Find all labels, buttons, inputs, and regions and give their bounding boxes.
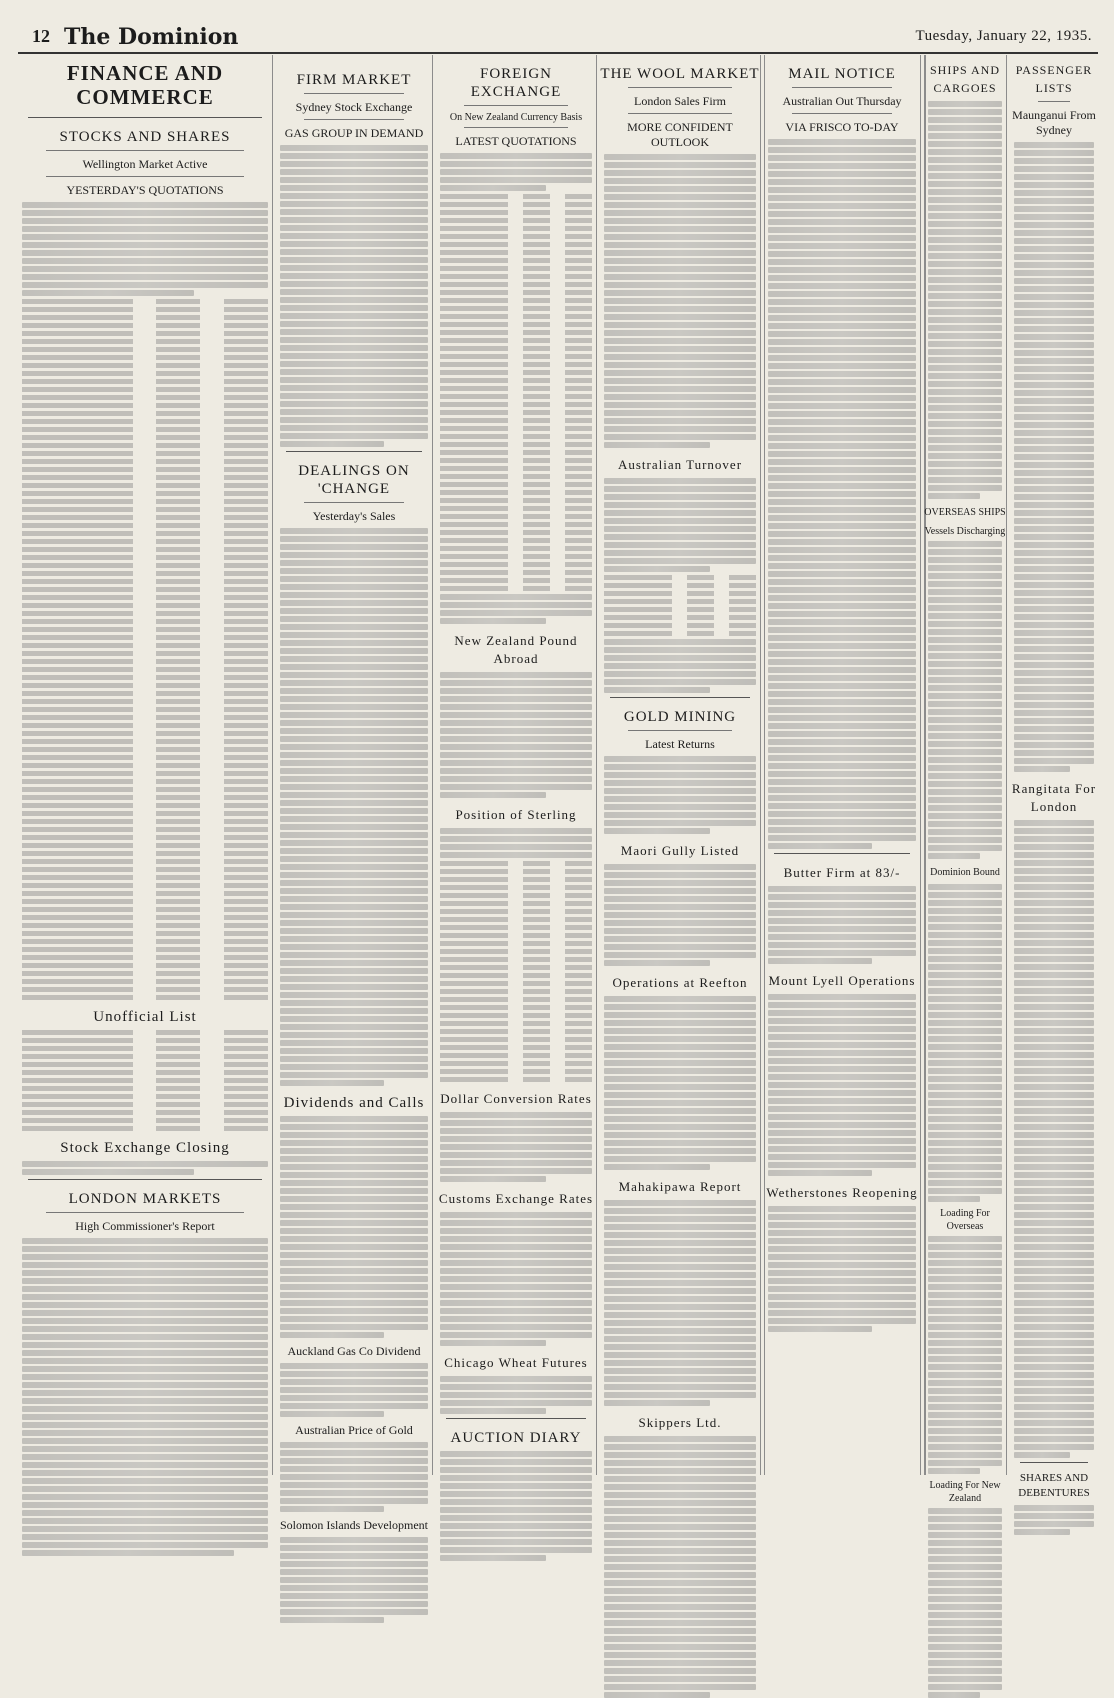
article-text	[600, 154, 760, 448]
shipping-column	[760, 55, 761, 1475]
heading-shares-debentures: SHARES AND DEBENTURES	[1018, 1472, 1090, 1499]
column-firm-market	[276, 55, 433, 1532]
heading-london-markets: LONDON MARKETS	[68, 1191, 222, 1207]
heading-chicago: Chicago Wheat Futures	[444, 1355, 588, 1370]
heading-sterling: Position of Sterling	[455, 807, 577, 822]
heading-australian-gold: Australian Price of Gold	[295, 1423, 413, 1437]
heading-via-frisco: VIA FRISCO TO-DAY	[785, 120, 899, 134]
column-ships-cargoes-rendered	[924, 55, 1007, 1504]
column-ships-render	[764, 55, 765, 1475]
heading-foreign-exchange: FOREIGN EXCHANGE	[470, 66, 562, 100]
heading-high-commissioner: High Commissioner's Report	[75, 1219, 215, 1233]
paper-title: The Dominion	[64, 24, 239, 50]
unofficial-table	[18, 1029, 272, 1132]
heading-nz-currency: On New Zealand Currency Basis	[449, 112, 583, 123]
article-text	[924, 1508, 1006, 1698]
heading-mahakipawa: Mahakipawa Report	[618, 1179, 742, 1194]
article-text	[924, 1236, 1006, 1474]
heading-australian-out: Australian Out Thursday	[782, 94, 902, 108]
heading-wool-market: THE WOOL MARKET	[600, 66, 760, 82]
page-number: 12	[32, 26, 50, 46]
heading-gas-group: GAS GROUP IN DEMAND	[284, 126, 424, 140]
heading-dominion-bound: Dominion Bound	[930, 867, 1000, 878]
heading-australian-turnover: Australian Turnover	[617, 457, 743, 472]
heading-gold-mining: GOLD MINING	[623, 709, 737, 725]
turnover-table	[600, 574, 760, 637]
heading-maori-gully: Maori Gully Listed	[620, 843, 740, 858]
heading-exchange-closing: Stock Exchange Closing	[60, 1140, 230, 1156]
article-text	[924, 541, 1006, 859]
heading-dividends: Dividends and Calls	[283, 1095, 425, 1111]
heading-customs: Customs Exchange Rates	[438, 1191, 594, 1206]
heading-wetherstones: Wetherstones Reopening	[766, 1185, 918, 1200]
article-text	[276, 1116, 432, 1338]
sterling-table	[436, 860, 596, 1083]
heading-nz-pound: New Zealand Pound Abroad	[454, 633, 578, 666]
masthead	[18, 20, 1098, 50]
article-text	[924, 884, 1006, 1202]
heading-dealings: DEALINGS ON 'CHANGE	[298, 463, 410, 497]
heading-market-active: Wellington Market Active	[82, 157, 208, 171]
heading-latest-quotations: LATEST QUOTATIONS	[455, 134, 577, 148]
heading-auckland-gas: Auckland Gas Co Dividend	[287, 1344, 421, 1358]
heading-latest-returns: Latest Returns	[645, 737, 715, 751]
masthead-rule	[18, 52, 1098, 54]
article-text	[1010, 142, 1098, 772]
heading-mail-notice: MAIL NOTICE	[788, 66, 896, 82]
column-mail-notice	[764, 55, 921, 1475]
heading-ships-cargoes: SHIPS AND CARGOES	[929, 63, 1001, 95]
article-text	[924, 101, 1006, 499]
article-text	[18, 202, 272, 296]
heading-solomon: Solomon Islands Development	[280, 1518, 428, 1532]
article-text	[18, 1238, 272, 1556]
column-finance	[18, 55, 273, 1475]
heading-vessels-discharging: Vessels Discharging	[924, 526, 1006, 537]
share-table	[18, 298, 272, 1001]
issue-date: Tuesday, January 22, 1935.	[915, 28, 1092, 44]
heading-loading-nz: Loading For New Zealand	[929, 1480, 1001, 1504]
ships-column	[920, 55, 921, 1475]
column-wool-market	[600, 55, 761, 1475]
heading-confident-outlook: MORE CONFIDENT OUTLOOK	[627, 120, 733, 149]
heading-mount-lyell: Mount Lyell Operations	[768, 973, 916, 988]
heading-passenger-lists: PASSENGER LISTS	[1015, 63, 1093, 95]
heading-rangitata: Rangitata For London	[1011, 781, 1097, 814]
article-text	[276, 528, 432, 1086]
heading-london-sales: London Sales Firm	[634, 94, 726, 108]
heading-reefton: Operations at Reefton	[612, 975, 748, 990]
heading-yesterday-sales: Yesterday's Sales	[312, 509, 396, 523]
heading-maunganui: Maunganui From Sydney	[1012, 108, 1096, 137]
article-text	[1010, 820, 1098, 1458]
ships-and-passengers	[1010, 55, 1098, 1499]
heading-auction-diary: AUCTION DIARY	[450, 1430, 582, 1446]
heading-stocks: STOCKS AND SHARES	[59, 129, 231, 145]
article-text	[764, 139, 920, 849]
exchange-table	[436, 193, 596, 592]
heading-sydney: Sydney Stock Exchange	[295, 100, 413, 114]
heading-yesterday-quotations: YESTERDAY'S QUOTATIONS	[66, 183, 224, 197]
heading-butter: Butter Firm at 83/-	[783, 865, 901, 880]
section-headline: FINANCE AND COMMERCE	[66, 61, 224, 109]
column-foreign-exchange	[436, 55, 597, 1475]
heading-overseas-ships: OVERSEAS SHIPS	[924, 507, 1006, 518]
heading-dollar-conversion: Dollar Conversion Rates	[440, 1091, 592, 1106]
heading-skippers: Skippers Ltd.	[638, 1415, 722, 1430]
heading-unofficial: Unofficial List	[93, 1009, 197, 1025]
heading-firm-market: FIRM MARKET	[296, 72, 412, 88]
heading-loading-overseas: Loading For Overseas	[940, 1208, 990, 1232]
article-text	[276, 145, 432, 447]
